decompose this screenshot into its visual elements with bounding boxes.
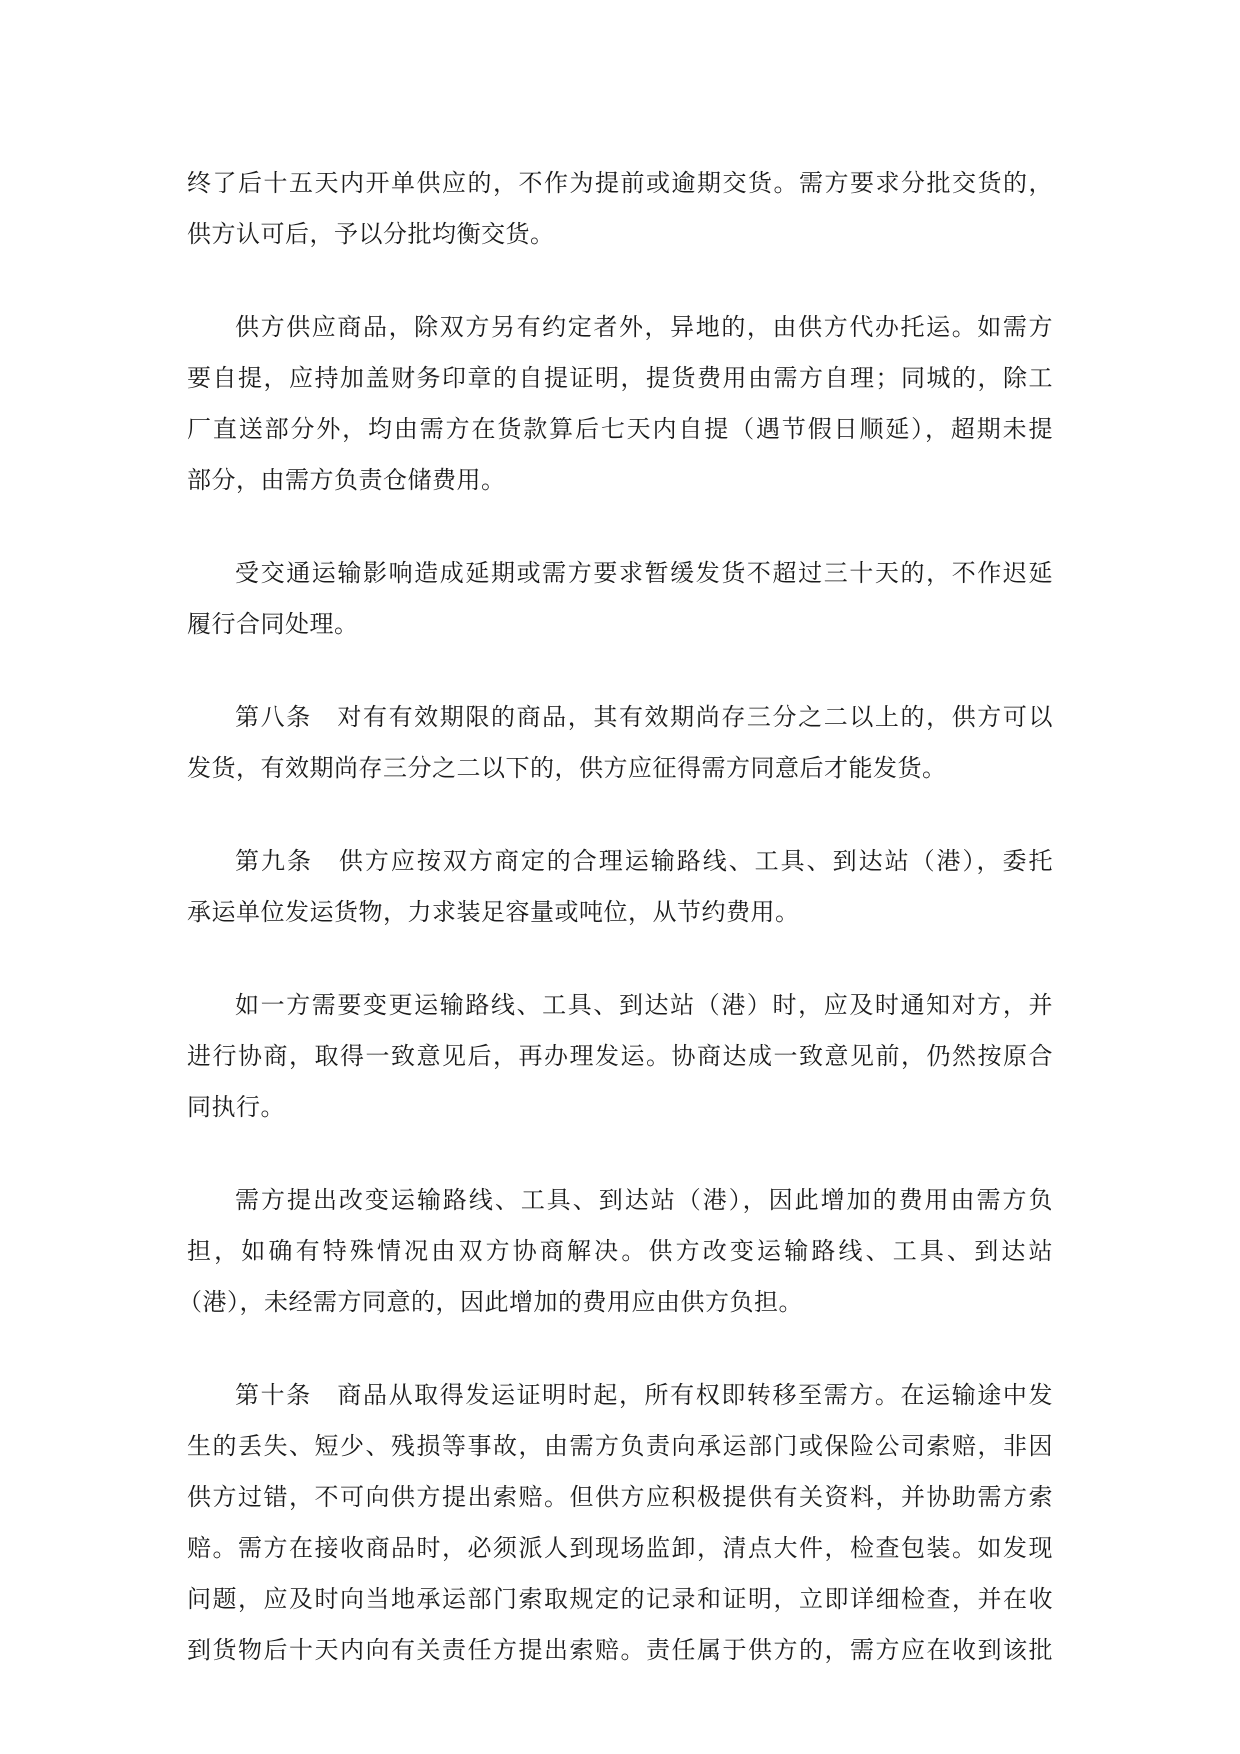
text-line: 问题，应及时向当地承运部门索取规定的记录和证明，立即详细检查，并在收 <box>187 1585 1053 1613</box>
text-line: 第八条 对有有效期限的商品，其有效期尚存三分之二以上的，供方可以 <box>235 703 1053 731</box>
text-line: 第九条 供方应按双方商定的合理运输路线、工具、到达站（港），委托 <box>235 847 1053 875</box>
text-line: 供方认可后，予以分批均衡交货。 <box>187 220 555 248</box>
text-line: 要自提，应持加盖财务印章的自提证明，提货费用由需方自理；同城的，除工 <box>187 364 1053 392</box>
text-line: 供方供应商品，除双方另有约定者外，异地的，由供方代办托运。如需方 <box>235 313 1053 341</box>
paragraph-route-cost <box>178 1175 1053 1328</box>
text-line: 担，如确有特殊情况由双方协商解决。供方改变运输路线、工具、到达站 <box>187 1237 1053 1265</box>
text-line: 供方过错，不可向供方提出索赔。但供方应积极提供有关资料，并协助需方索 <box>187 1483 1053 1511</box>
text-line: （港），未经需方同意的，因此增加的费用应由供方负担。 <box>178 1288 803 1316</box>
text-line: 终了后十五天内开单供应的，不作为提前或逾期交货。需方要求分批交货的， <box>187 169 1053 197</box>
text-line: 如一方需要变更运输路线、工具、到达站（港）时，应及时通知对方，并 <box>235 991 1053 1019</box>
text-line: 发货，有效期尚存三分之二以下的，供方应征得需方同意后才能发货。 <box>187 754 947 782</box>
text-line: 承运单位发运货物，力求装足容量或吨位，从节约费用。 <box>187 898 800 926</box>
text-line: 厂直送部分外，均由需方在货款算后七天内自提（遇节假日顺延），超期未提 <box>187 415 1053 443</box>
paragraph-article-9 <box>187 836 1053 938</box>
paragraph-transport-delay <box>187 548 1053 650</box>
paragraph-consignment <box>187 302 1053 506</box>
paragraph-article-10 <box>187 1370 1053 1676</box>
paragraph-route-change <box>187 980 1053 1133</box>
text-line: 需方提出改变运输路线、工具、到达站（港），因此增加的费用由需方负 <box>235 1186 1053 1214</box>
text-line: 进行协商，取得一致意见后，再办理发运。协商达成一致意见前，仍然按原合 <box>187 1042 1053 1070</box>
text-line: 履行合同处理。 <box>187 610 359 638</box>
text-line: 赔。需方在接收商品时，必须派人到现场监卸，清点大件，检查包装。如发现 <box>187 1534 1053 1562</box>
text-line: 同执行。 <box>187 1093 285 1121</box>
text-line: 第十条 商品从取得发运证明时起，所有权即转移至需方。在运输途中发 <box>235 1381 1053 1409</box>
text-line: 部分，由需方负责仓储费用。 <box>187 466 506 494</box>
text-line: 到货物后十天内向有关责任方提出索赔。责任属于供方的，需方应在收到该批 <box>187 1636 1053 1664</box>
text-line: 生的丢失、短少、残损等事故，由需方负责向承运部门或保险公司索赔，非因 <box>187 1432 1053 1460</box>
paragraph-article-8 <box>187 692 1053 794</box>
paragraph-delivery-schedule <box>187 158 1053 260</box>
document-body <box>178 158 1053 1718</box>
text-line: 受交通运输影响造成延期或需方要求暂缓发货不超过三十天的，不作迟延 <box>235 559 1053 587</box>
